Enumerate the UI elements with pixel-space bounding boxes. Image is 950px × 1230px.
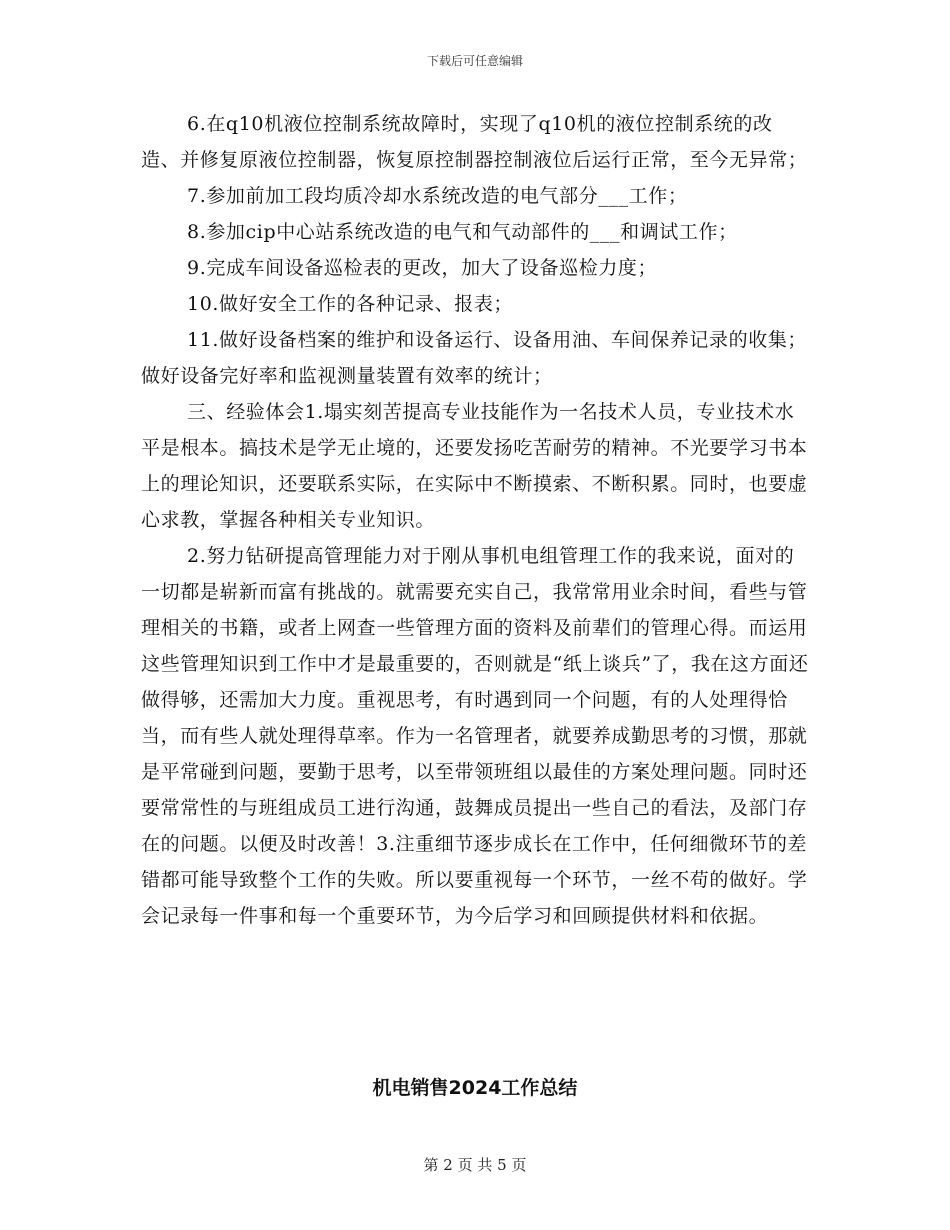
paragraph-item-7: 7.参加前加工段均质冷却水系统改造的电气部分___工作； [187, 185, 688, 207]
paragraph-item-6: 6.在q10机液位控制系统故障时，实现了q10机的液位控制系统的改造、并修复原液位控制器，恢复原控制器控制液位后运行正常，至今无异常； [141, 113, 808, 171]
page-number: 第 2 页 共 5 页 [423, 1156, 527, 1174]
document-body [141, 106, 811, 934]
paragraph-item-10: 10.做好安全工作的各种记录、报表； [187, 293, 514, 315]
paragraph-experience-1: 三、经验体会1.塌实刻苦提高专业技能作为一名技术人员，专业技术水平是根本。搞技术是学无止境的，还要发扬吃苦耐劳的精神。不光要学习书本上的理论知识，还要联系实际，在实际中不断摸索、不断积累。同时，也要虚心求教，掌握各种相关专业知识。 [141, 401, 808, 531]
paragraph-item-8: 8.参加cip中心站系统改造的电气和气动部件的___和调试工作； [187, 221, 738, 243]
paragraph-item-11: 11.做好设备档案的维护和设备运行、设备用油、车间保养记录的收集；做好设备完好率和监视测量装置有效率的统计； [141, 329, 808, 387]
page-header-note: 下载后可任意编辑 [426, 54, 523, 68]
paragraph-experience-2: 2.努力钻研提高管理能力对于刚从事机电组管理工作的我来说，面对的一切都是崭新而富有挑战的。就需要充实自己，我常常用业余时间，看些与管理相关的书籍，或者上网查一些管理方面的资料及前辈们的管理心得。而运用这些管理知识到工作中才是最重要的，否则就是“纸上谈兵”了，我在这方面还做得够，还需加大力度。重视思考，有时遇到同一个问题，有的人处理得恰当，而有些人就处理得草率。作为一名管理者，就要养成勤思考的习惯，那就是平常碰到问题，要勤于思考，以至带领班组以最佳的方案处理问题。同时还要常常性的与班组成员工进行沟通，鼓舞成员提出一些自己的看法，及部门存在的问题。以便及时改善！3.注重细节逐步成长在工作中，任何细微环节的差错都可能导致整个工作的失败。所以要重视每一个环节，一丝不苟的做好。学会记录每一件事和每一个重要环节，为今后学习和回顾提供材料和依据。 [141, 545, 809, 927]
paragraph-item-9: 9.完成车间设备巡检表的更改，加大了设备巡检力度； [187, 257, 658, 279]
section-title: 机电销售2024工作总结 [372, 1077, 578, 1099]
